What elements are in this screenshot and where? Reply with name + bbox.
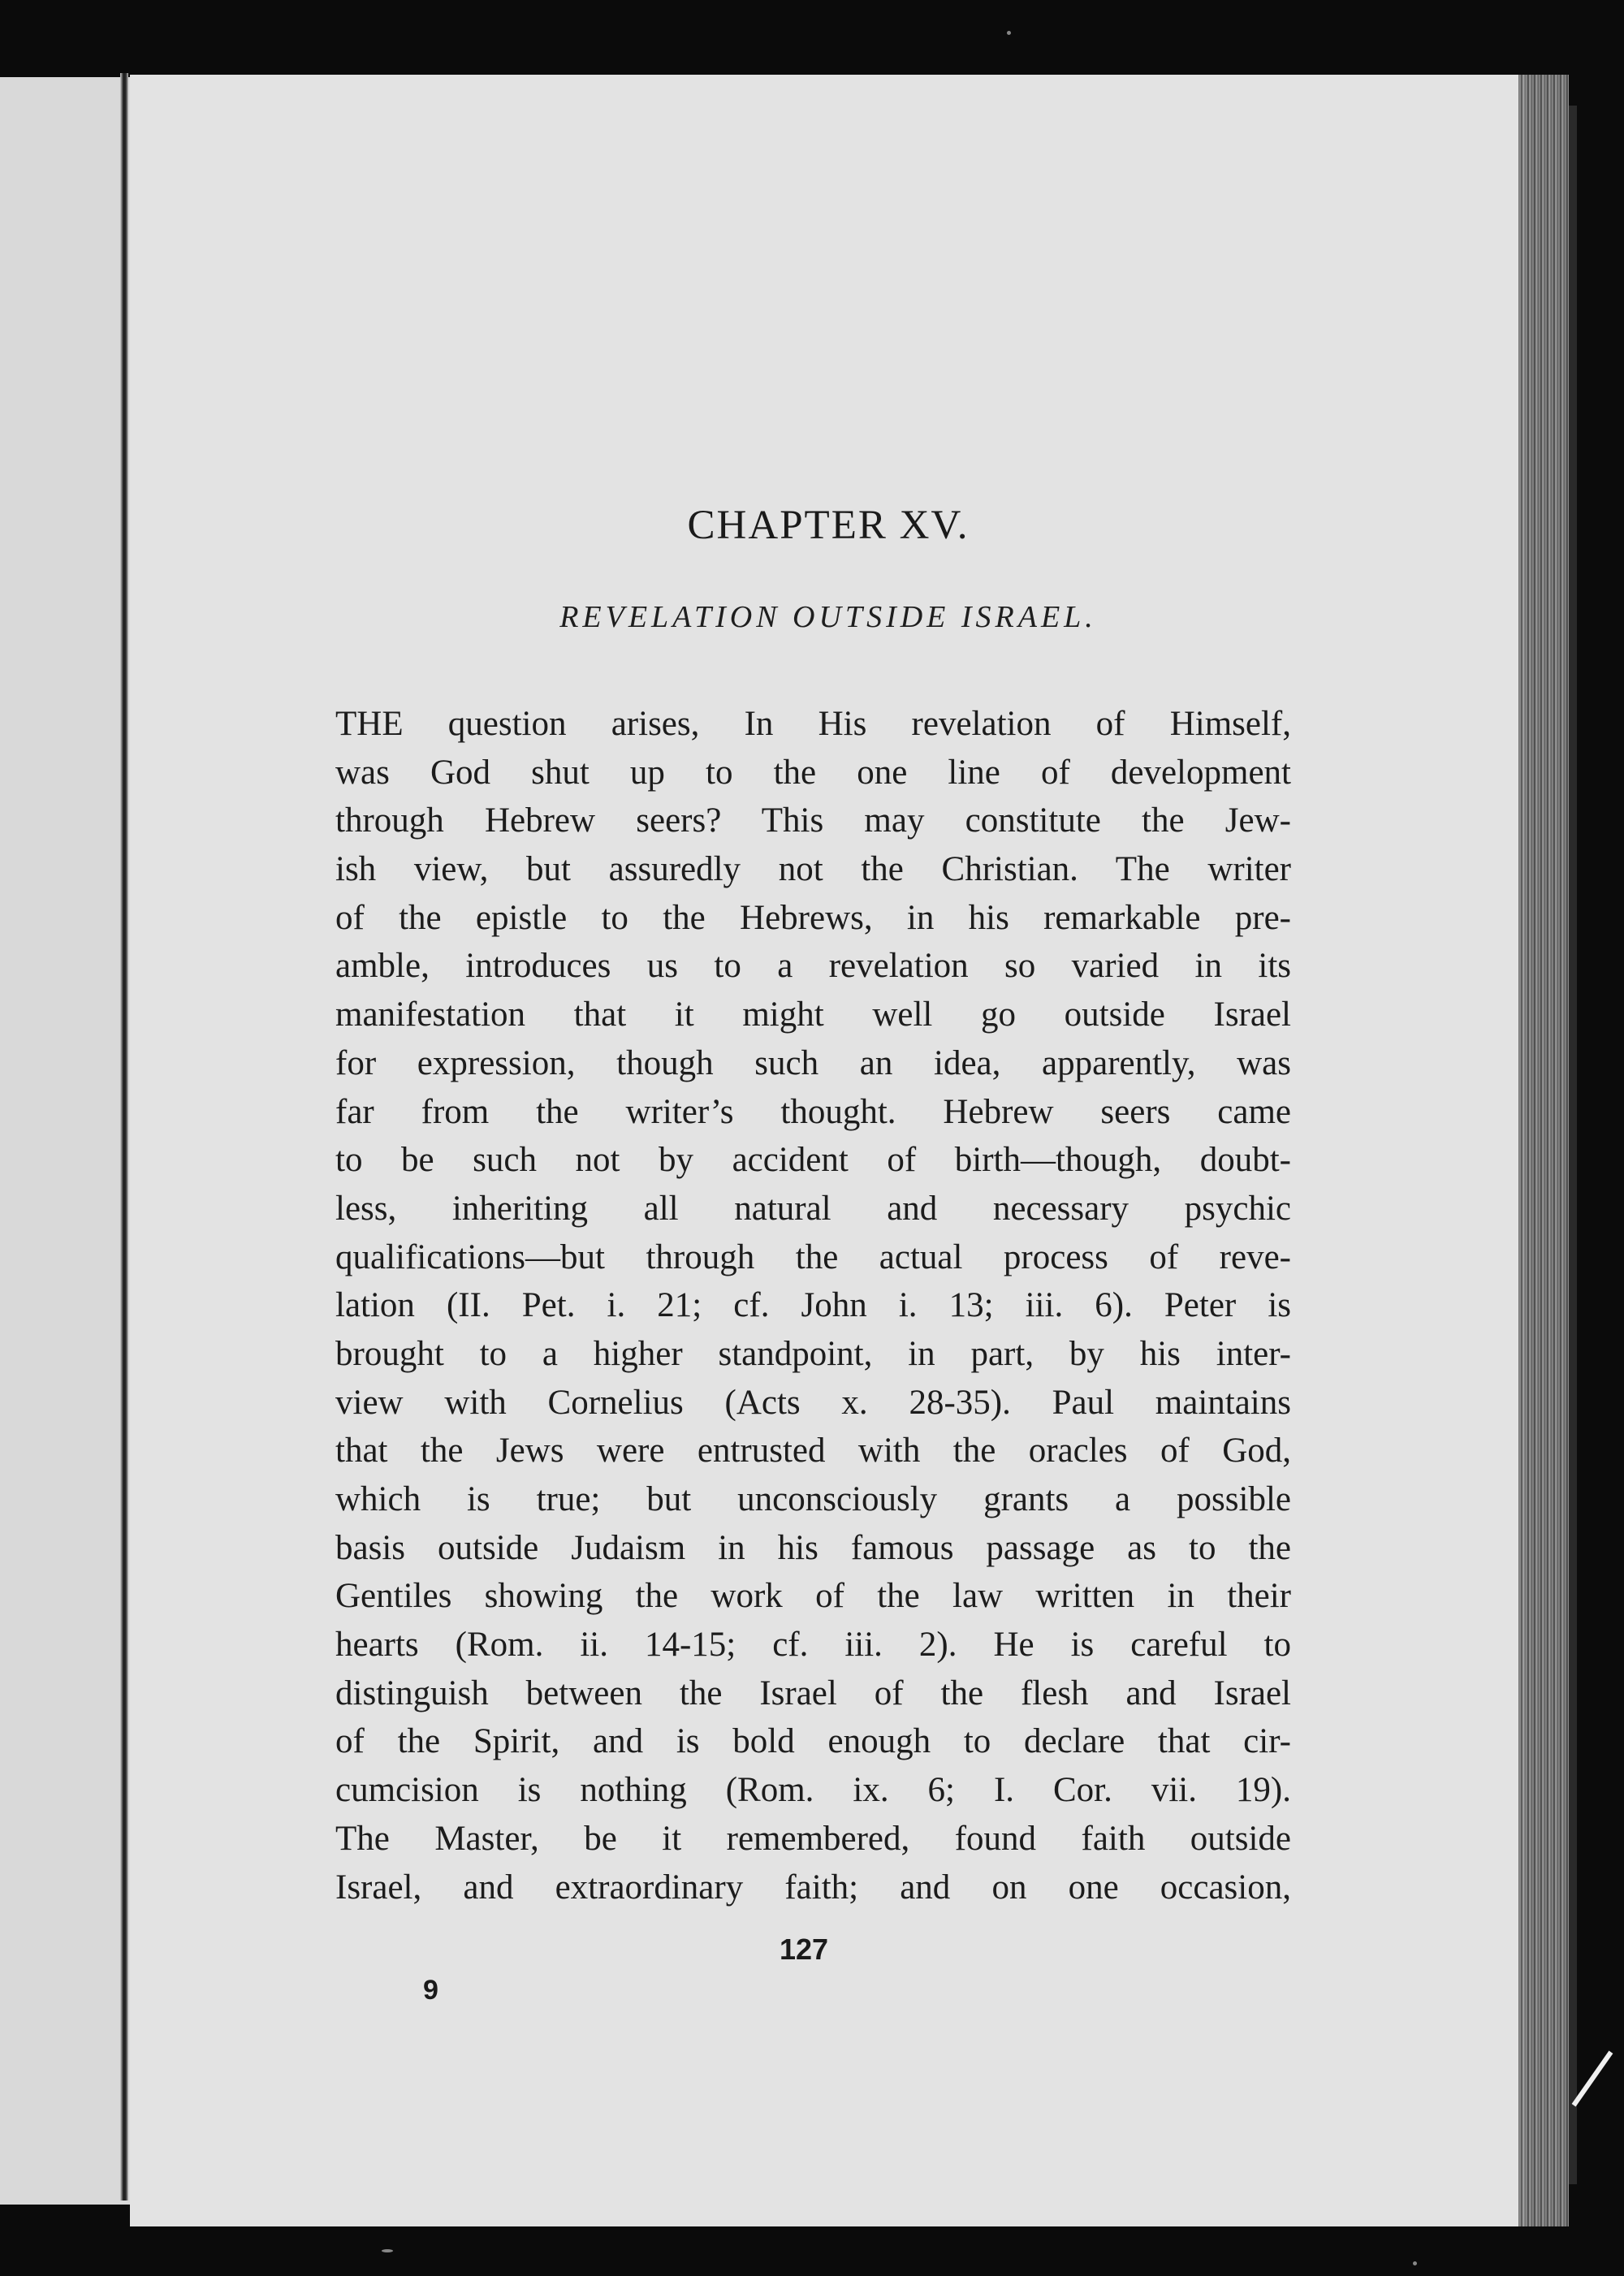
text-line: Gentiles showing the work of the law written in their <box>335 1577 1291 1616</box>
text-line: view with Cornelius (Acts x. 28-35). Paul maintains <box>335 1383 1291 1422</box>
text-line: amble, introduces us to a revelation so varied in its <box>335 947 1291 986</box>
text-line: THE question arises, In His revelation of Himself, <box>335 705 1291 743</box>
chapter-subtitle: REVELATION OUTSIDE ISRAEL. <box>559 600 1097 634</box>
text-line: brought to a higher standpoint, in part, by his inter- <box>335 1334 1291 1373</box>
text-line: The Master, be it remembered, found faith outside <box>335 1819 1291 1858</box>
text-line: cumcision is nothing (Rom. ix. 6; I. Cor. vii. 19). <box>335 1771 1291 1810</box>
dust-speck <box>1007 31 1011 35</box>
body-paragraph <box>335 700 1291 1911</box>
text-line: through Hebrew seers? This may constitute the Jew- <box>335 801 1291 840</box>
text-line: lation (II. Pet. i. 21; cf. John i. 13; iii. 6). Peter is <box>335 1286 1291 1325</box>
page-stack-edge <box>1518 75 1569 2226</box>
text-line: less, inheriting all natural and necessary psychic <box>335 1189 1291 1228</box>
text-line: basis outside Judaism in his famous passage as to the <box>335 1528 1291 1567</box>
text-line: to be such not by accident of birth—though, doubt- <box>335 1141 1291 1180</box>
text-line: hearts (Rom. ii. 14-15; cf. iii. 2). He is careful to <box>335 1626 1291 1665</box>
text-line: qualifications—but through the actual process of reve- <box>335 1237 1291 1276</box>
text-line: for expression, though such an idea, apparently, was <box>335 1043 1291 1082</box>
dust-speck <box>1413 2261 1417 2265</box>
page-stack-outer-edge <box>1569 106 1577 2184</box>
text-line: Israel, and extraordinary faith; and on one occasion, <box>335 1868 1291 1907</box>
dust-speck <box>382 2249 393 2252</box>
text-line: which is true; but unconsciously grants a possible <box>335 1480 1291 1518</box>
chapter-title: CHAPTER XV. <box>687 503 970 548</box>
text-line: ish view, but assuredly not the Christian. The writer <box>335 850 1291 889</box>
text-line: was God shut up to the one line of development <box>335 753 1291 792</box>
page-number: 127 <box>780 1933 829 1966</box>
signature-mark: 9 <box>423 1975 438 2006</box>
text-line: of the epistle to the Hebrews, in his remarkable pre- <box>335 898 1291 937</box>
text-line: manifestation that it might well go outside Israel <box>335 995 1291 1034</box>
text-line: far from the writer’s thought. Hebrew seers came <box>335 1092 1291 1131</box>
text-line: that the Jews were entrusted with the oracles of God, <box>335 1432 1291 1471</box>
text-line: distinguish between the Israel of the flesh and Israel <box>335 1674 1291 1712</box>
text-line: of the Spirit, and is bold enough to declare that cir- <box>335 1722 1291 1761</box>
facing-page-sliver <box>0 77 130 2205</box>
gutter-shadow <box>120 73 128 2200</box>
